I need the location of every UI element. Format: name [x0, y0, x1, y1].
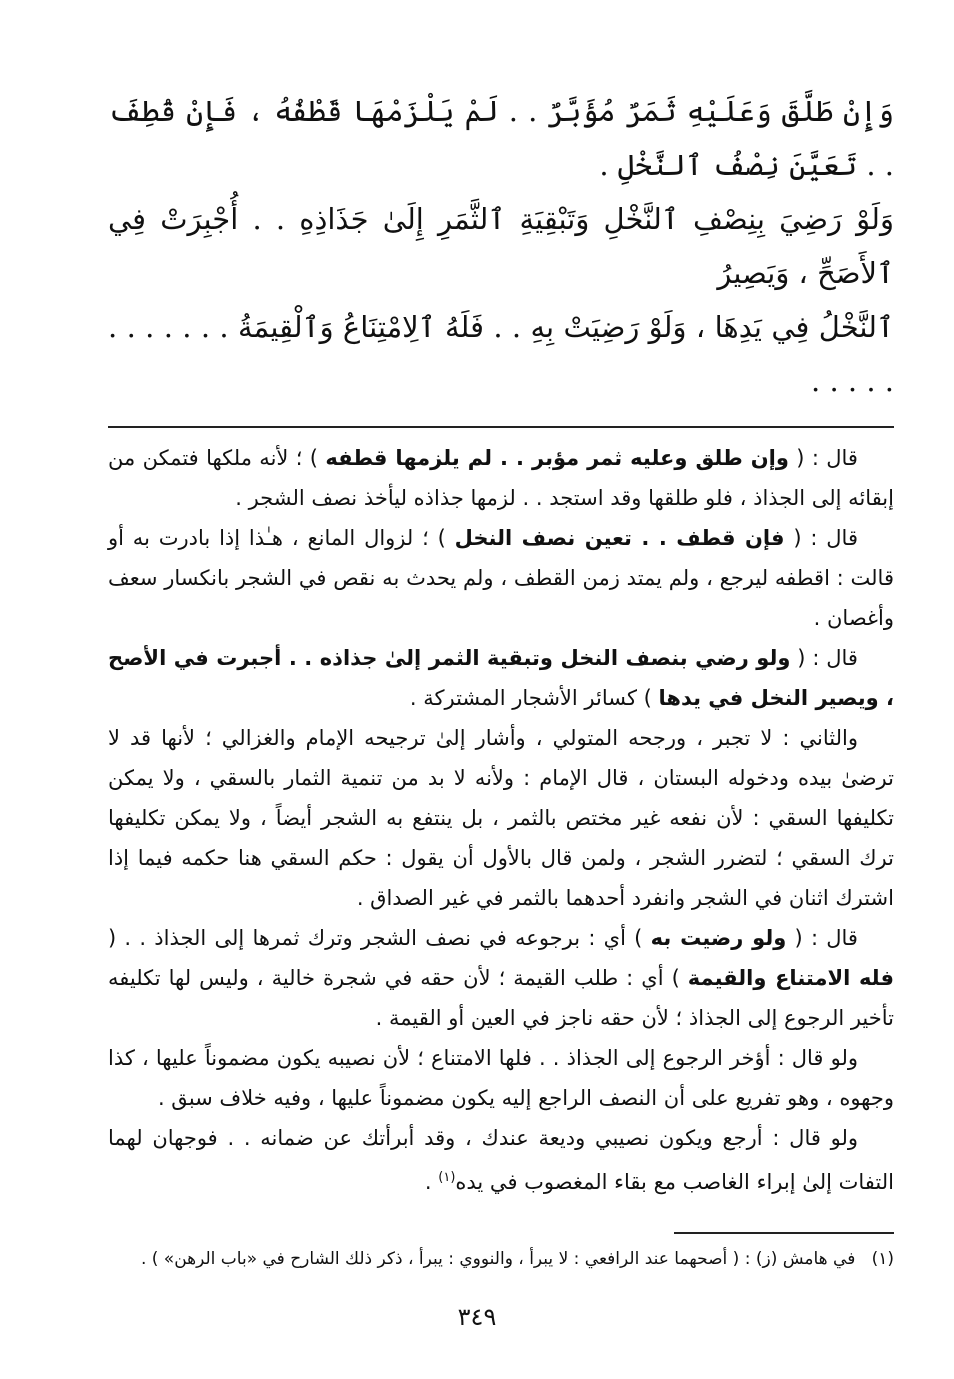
sharh-paragraph: ولو قال : أؤخر الرجوع إلى الجذاذ . . فلها الامتناع ؛ لأن نصيبه يكون مضموناً عليها ، كذا وجهوه ، وهو تفريع على أن النصف الراجع إليه يكون مضموناً عليها ، وفيه خلاف سبق . [108, 1046, 894, 1110]
sharh-paragraph: قال : ( وإن طلق وعليه ثمر مؤبر . . لم يلزمها قطفه ) ؛ لأنه ملكها فتمكن من إبقائه إلى الجذاذ ، فلو طلقها وقد استجد . . لزمها جذاذه ليأخذ نصف الشجر . [108, 446, 894, 510]
separator-rule [108, 426, 894, 428]
sharh-paragraph: والثاني : لا تجبر ، ورجحه المتولي ، وأشار إلىٰ ترجيحه الإمام والغزالي ؛ لأنها قد لا ترضىٰ بيده ودخوله البستان ، قال الإمام : ولأنه لا بد من تنمية الثمار بالسقي ، ولا يمكن تكليفها السقي : لأن نفعه غير مختص بالثمر ، بل ينتفع به الشجر أيضاً ، ولا يمكن تكليفها ترك السقي ؛ لتضرر الشجر ، ولمن قال بالأول أن يقول : حكم السقي هنا حكمه فيما إذا اشترك اثنان في الشجر وانفرد أحدهما بالثمر في غير الصداق . [108, 726, 894, 910]
footnote-ref: (١) [438, 1170, 456, 1185]
matn-line: ٱلنَّخْلُ فِي يَدِهَا ، وَلَوْ رَضِيَتْ بِهِ . . فَلَهُ ٱلِامْتِنَاعُ وَٱلْقِيمَةُ . . . . . . . . . . . . [108, 310, 894, 398]
sharh-text [108, 438, 894, 1202]
sharh-paragraph: ولو قال : أرجع ويكون نصيبي وديعة عندك ، وقد أبرأتك عن ضمانه . . فوجهان لهما التفات إلىٰ إبراء الغاصب مع بقاء المغصوب في يده$^{(١)}$ . [108, 1126, 894, 1194]
sharh-paragraph: قال : ( ولو رضيت به ) أي : برجوعه في نصف الشجر وترك ثمرها إلى الجذاذ . . ( فله الامتناع والقيمة ) أي : طلب القيمة ؛ لأن حقه في شجرة خالية ، وليس لها تكليفه تأخير الرجوع إلى الجذاذ ؛ لأن حقه ناجز في العين أو القيمة . [108, 926, 895, 1030]
footnote-number: (١) [871, 1249, 894, 1269]
matn-text [108, 84, 894, 408]
page-number: ٣٤٩ [457, 1303, 497, 1331]
footnote-rule [674, 1232, 894, 1234]
sharh-paragraph: قال : ( فإن قطف . . تعين نصف النخل ) ؛ لزوال المانع ، هـٰذا إذا بادرت به أو قالت : اقطفه ليرجع ، ولم يمتد زمن القطف ، ولم يحدث به نقص في الشجر بانكسار سعف وأغصان . [108, 526, 894, 630]
matn-line: وَإِنْ طَلَّقَ وَعَلَيْهِ ثَمَرٌ مُؤَبَّرٌ . . لَمْ يَلْزَمْهَا قَطْفُهُ ، فَإِنْ قُطِفَ . . تَعَيَّنَ نِصْفُ ٱلنَّخْلِ . [108, 94, 894, 182]
page-content [108, 84, 894, 1274]
matn-line: وَلَوْ رَضِيَ بِنِصْفِ ٱلنَّخْلِ وَتَبْقِيَةِ ٱلثَّمَرِ إِلَىٰ جَذَاذِهِ . . أُجْبِرَتْ فِي ٱلأَصَحِّ ، وَيَصِيرُ [108, 202, 894, 290]
footnote [108, 1244, 894, 1274]
sharh-paragraph: قال : ( ولو رضي بنصف النخل وتبقية الثمر إلىٰ جذاذه . . أجبرت في الأصح ، ويصير النخل في يدها ) كسائر الأشجار المشتركة . [108, 646, 894, 710]
footnote-text: في هامش (ز) : ( أصحهما عند الرافعي : لا يبرأ ، والنووي : يبرأ ، ذكر ذلك الشارح في «باب الرهن» ) . [140, 1249, 856, 1269]
